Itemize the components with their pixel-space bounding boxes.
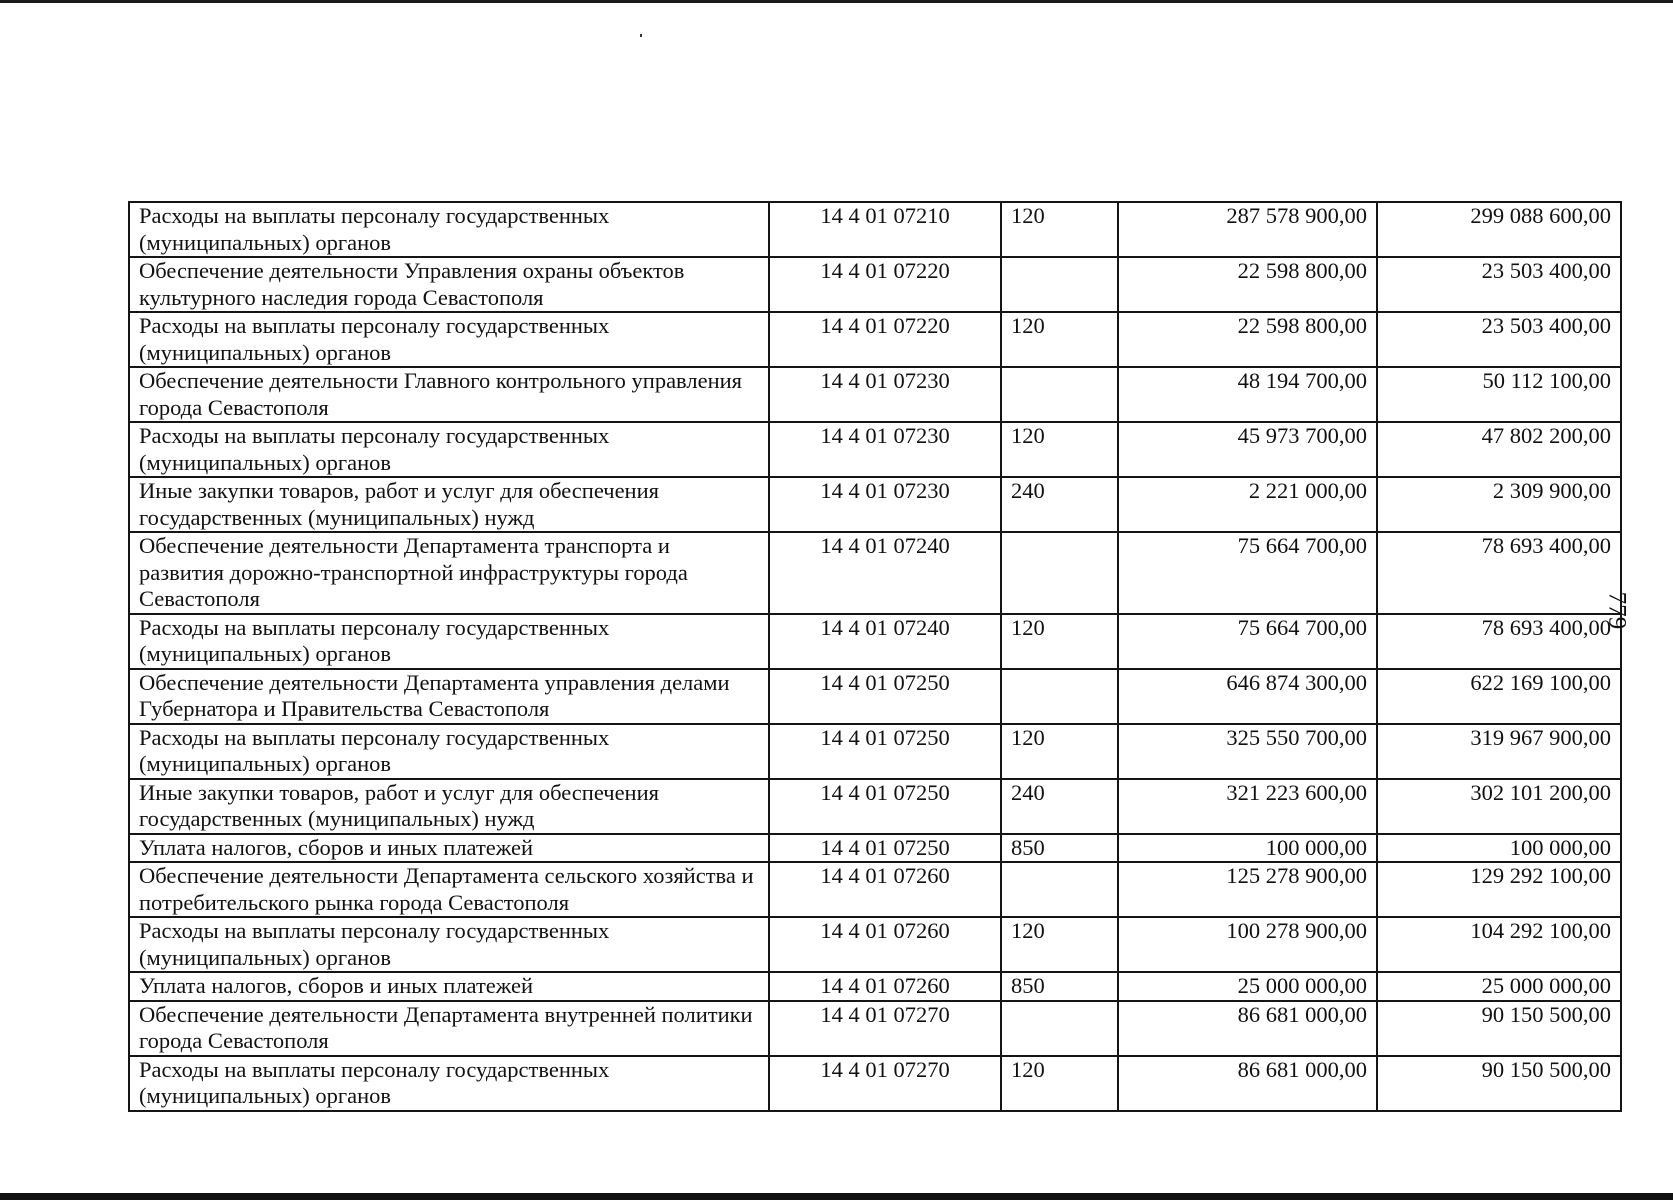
expense-name-cell: Иные закупки товаров, работ и услуг для обеспечения государственных (муниципальных) нужд [129, 477, 769, 532]
amount-year2-cell: 319 967 900,00 [1377, 724, 1621, 779]
budget-code-cell: 14 4 01 07230 [769, 477, 1001, 532]
scan-top-edge [0, 0, 1673, 3]
table-row [129, 312, 1621, 367]
table-row [129, 1056, 1621, 1111]
expense-name-cell: Расходы на выплаты персоналу государственных (муниципальных) органов [129, 917, 769, 972]
amount-year2-cell: 50 112 100,00 [1377, 367, 1621, 422]
table-row [129, 779, 1621, 834]
amount-year1-cell: 125 278 900,00 [1118, 862, 1377, 917]
amount-year2-cell: 299 088 600,00 [1377, 202, 1621, 257]
amount-year1-cell: 325 550 700,00 [1118, 724, 1377, 779]
expense-type-cell [1001, 257, 1118, 312]
expense-name-cell: Расходы на выплаты персоналу государственных (муниципальных) органов [129, 422, 769, 477]
expense-name-cell: Иные закупки товаров, работ и услуг для обеспечения государственных (муниципальных) нужд [129, 779, 769, 834]
expense-type-cell: 850 [1001, 972, 1118, 1001]
amount-year1-cell: 86 681 000,00 [1118, 1001, 1377, 1056]
budget-code-cell: 14 4 01 07230 [769, 367, 1001, 422]
budget-code-cell: 14 4 01 07260 [769, 917, 1001, 972]
expense-type-cell [1001, 669, 1118, 724]
amount-year2-cell: 129 292 100,00 [1377, 862, 1621, 917]
table-row [129, 862, 1621, 917]
amount-year2-cell: 25 000 000,00 [1377, 972, 1621, 1001]
expense-type-cell: 120 [1001, 422, 1118, 477]
expense-type-cell [1001, 862, 1118, 917]
budget-code-cell: 14 4 01 07250 [769, 834, 1001, 863]
budget-code-cell: 14 4 01 07210 [769, 202, 1001, 257]
scan-speck [640, 34, 642, 37]
amount-year2-cell: 302 101 200,00 [1377, 779, 1621, 834]
budget-code-cell: 14 4 01 07230 [769, 422, 1001, 477]
budget-table-body [129, 202, 1621, 1111]
table-row [129, 972, 1621, 1001]
table-row [129, 367, 1621, 422]
amount-year2-cell: 90 150 500,00 [1377, 1001, 1621, 1056]
amount-year1-cell: 48 194 700,00 [1118, 367, 1377, 422]
amount-year1-cell: 45 973 700,00 [1118, 422, 1377, 477]
expense-type-cell [1001, 367, 1118, 422]
expense-name-cell: Обеспечение деятельности Департамента сельского хозяйства и потребительского рынка города Севастополя [129, 862, 769, 917]
budget-code-cell: 14 4 01 07220 [769, 312, 1001, 367]
expense-name-cell: Расходы на выплаты персоналу государственных (муниципальных) органов [129, 1056, 769, 1111]
amount-year2-cell: 622 169 100,00 [1377, 669, 1621, 724]
table-row [129, 202, 1621, 257]
expense-name-cell: Обеспечение деятельности Департамента транспорта и развития дорожно-транспортной инфраструктуры города Севастополя [129, 532, 769, 614]
expense-type-cell: 120 [1001, 1056, 1118, 1111]
expense-name-cell: Уплата налогов, сборов и иных платежей [129, 834, 769, 863]
budget-code-cell: 14 4 01 07250 [769, 724, 1001, 779]
expense-type-cell: 120 [1001, 202, 1118, 257]
amount-year1-cell: 75 664 700,00 [1118, 614, 1377, 669]
amount-year2-cell: 23 503 400,00 [1377, 312, 1621, 367]
amount-year2-cell: 47 802 200,00 [1377, 422, 1621, 477]
expense-name-cell: Расходы на выплаты персоналу государственных (муниципальных) органов [129, 202, 769, 257]
table-row [129, 477, 1621, 532]
budget-code-cell: 14 4 01 07250 [769, 669, 1001, 724]
amount-year1-cell: 22 598 800,00 [1118, 312, 1377, 367]
table-row [129, 917, 1621, 972]
budget-code-cell: 14 4 01 07250 [769, 779, 1001, 834]
amount-year1-cell: 2 221 000,00 [1118, 477, 1377, 532]
budget-table [128, 201, 1622, 1112]
expense-name-cell: Обеспечение деятельности Главного контрольного управления города Севастополя [129, 367, 769, 422]
amount-year1-cell: 321 223 600,00 [1118, 779, 1377, 834]
table-row [129, 1001, 1621, 1056]
table-row [129, 834, 1621, 863]
expense-name-cell: Обеспечение деятельности Департамента внутренней политики города Севастополя [129, 1001, 769, 1056]
scan-bottom-edge [0, 1193, 1673, 1200]
amount-year1-cell: 75 664 700,00 [1118, 532, 1377, 614]
amount-year2-cell: 23 503 400,00 [1377, 257, 1621, 312]
expense-name-cell: Обеспечение деятельности Департамента управления делами Губернатора и Правительства Севастополя [129, 669, 769, 724]
amount-year1-cell: 100 000,00 [1118, 834, 1377, 863]
amount-year2-cell: 78 693 400,00 [1377, 614, 1621, 669]
expense-type-cell [1001, 1001, 1118, 1056]
expense-name-cell: Расходы на выплаты персоналу государственных (муниципальных) органов [129, 312, 769, 367]
table-row [129, 724, 1621, 779]
expense-type-cell: 240 [1001, 779, 1118, 834]
amount-year2-cell: 2 309 900,00 [1377, 477, 1621, 532]
amount-year1-cell: 287 578 900,00 [1118, 202, 1377, 257]
expense-type-cell: 120 [1001, 917, 1118, 972]
page-number: 779 [1603, 591, 1631, 630]
budget-code-cell: 14 4 01 07240 [769, 532, 1001, 614]
amount-year1-cell: 646 874 300,00 [1118, 669, 1377, 724]
budget-code-cell: 14 4 01 07270 [769, 1001, 1001, 1056]
table-row [129, 422, 1621, 477]
amount-year2-cell: 100 000,00 [1377, 834, 1621, 863]
budget-code-cell: 14 4 01 07260 [769, 972, 1001, 1001]
budget-code-cell: 14 4 01 07260 [769, 862, 1001, 917]
expense-type-cell: 850 [1001, 834, 1118, 863]
expense-type-cell: 120 [1001, 614, 1118, 669]
expense-type-cell: 240 [1001, 477, 1118, 532]
table-row [129, 669, 1621, 724]
table-row [129, 257, 1621, 312]
budget-code-cell: 14 4 01 07240 [769, 614, 1001, 669]
budget-code-cell: 14 4 01 07220 [769, 257, 1001, 312]
amount-year2-cell: 90 150 500,00 [1377, 1056, 1621, 1111]
table-row [129, 614, 1621, 669]
table-row [129, 532, 1621, 614]
amount-year1-cell: 100 278 900,00 [1118, 917, 1377, 972]
expense-name-cell: Расходы на выплаты персоналу государственных (муниципальных) органов [129, 724, 769, 779]
amount-year2-cell: 78 693 400,00 [1377, 532, 1621, 614]
expense-type-cell: 120 [1001, 312, 1118, 367]
amount-year1-cell: 22 598 800,00 [1118, 257, 1377, 312]
expense-type-cell [1001, 532, 1118, 614]
amount-year2-cell: 104 292 100,00 [1377, 917, 1621, 972]
expense-name-cell: Расходы на выплаты персоналу государственных (муниципальных) органов [129, 614, 769, 669]
expense-name-cell: Уплата налогов, сборов и иных платежей [129, 972, 769, 1001]
expense-type-cell: 120 [1001, 724, 1118, 779]
budget-code-cell: 14 4 01 07270 [769, 1056, 1001, 1111]
expense-name-cell: Обеспечение деятельности Управления охраны объектов культурного наследия города Севастополя [129, 257, 769, 312]
amount-year1-cell: 25 000 000,00 [1118, 972, 1377, 1001]
amount-year1-cell: 86 681 000,00 [1118, 1056, 1377, 1111]
